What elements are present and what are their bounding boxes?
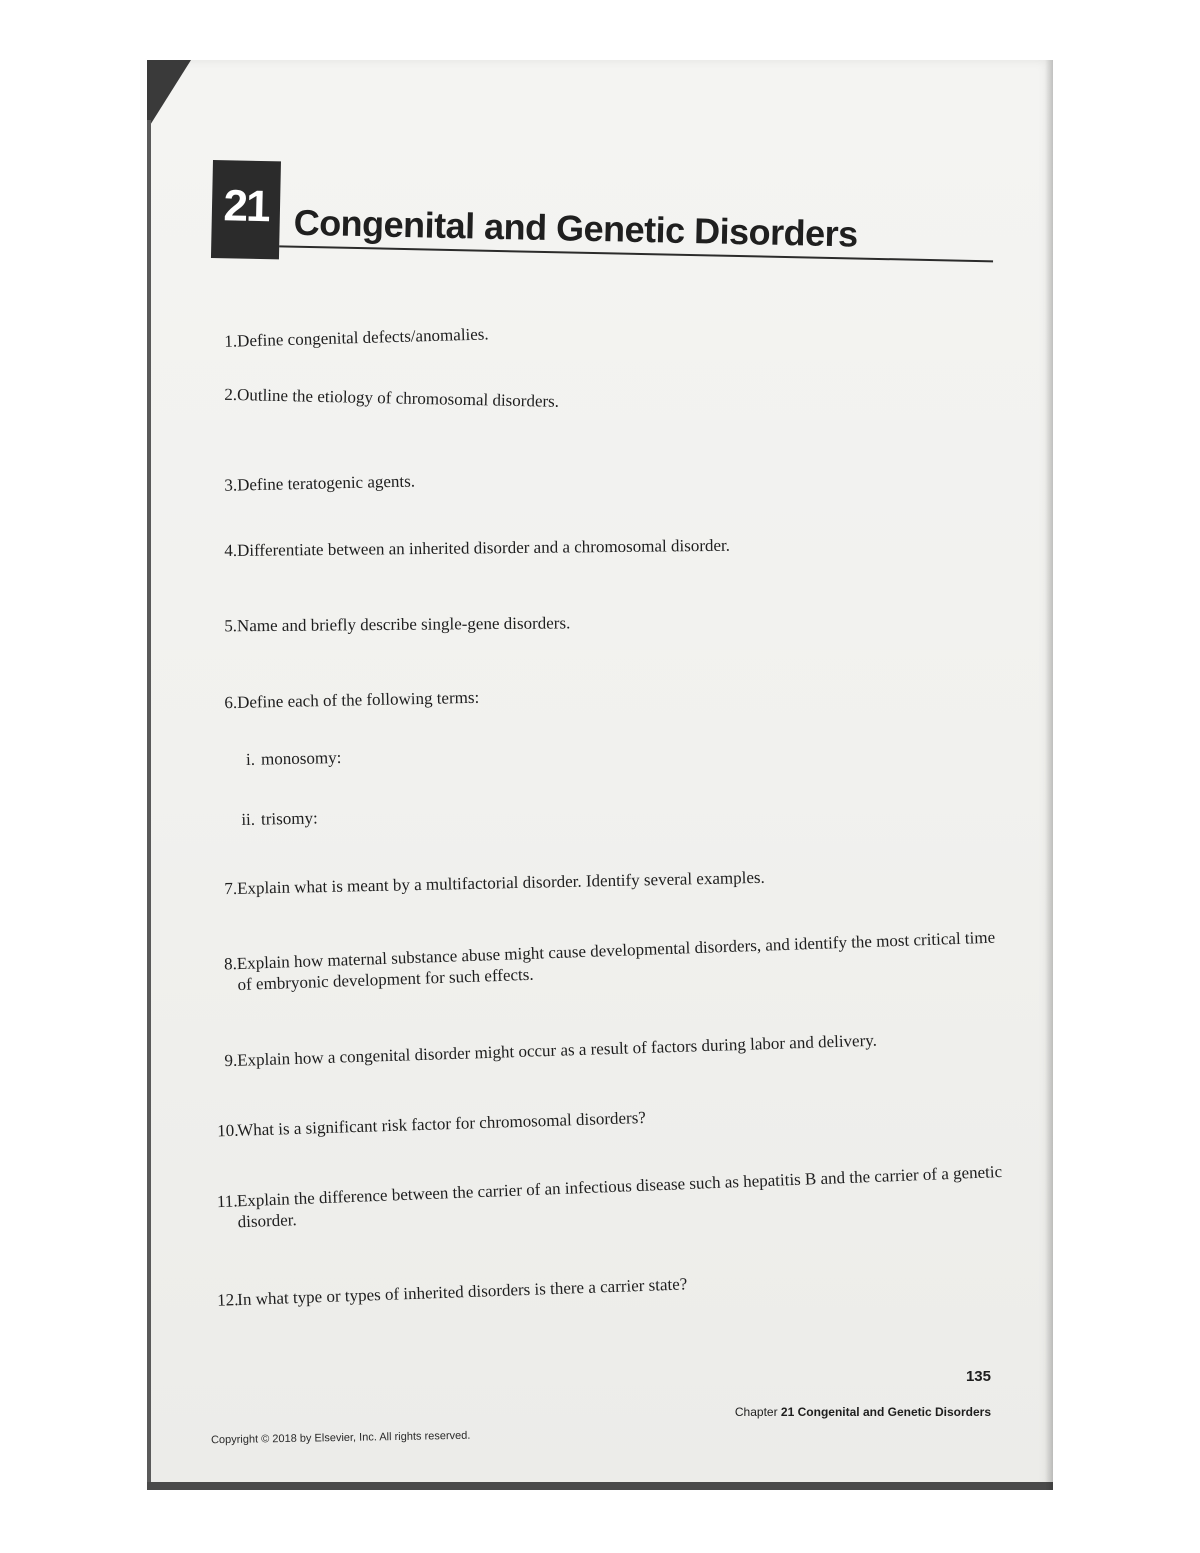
term-label: i. <box>245 749 256 769</box>
question-11 <box>216 1161 1007 1233</box>
footer-chapter-prefix: Chapter <box>734 1405 778 1419</box>
chapter-title: Congenital and Genetic Disorders <box>293 201 859 255</box>
question-text: Explain what is meant by a multifactorial disorder. Identify several examples. <box>236 867 765 898</box>
question-text: Outline the etiology of chromosomal disorders. <box>236 385 560 411</box>
question-number: 3. <box>224 475 238 495</box>
question-number: 8. <box>223 954 238 974</box>
question-8 <box>217 926 1008 996</box>
question-number: 7. <box>224 878 238 899</box>
question-number: 1. <box>224 331 238 351</box>
question-5 <box>217 609 1007 637</box>
term-monosomy <box>237 743 537 770</box>
question-6 <box>217 676 1007 714</box>
question-text: Explain how a congenital disorder might occur as a result of factors during labor and delivery. <box>236 1030 878 1070</box>
question-number: 5. <box>224 616 238 636</box>
question-12 <box>217 1262 1007 1311</box>
footer-chapter-number: 21 <box>780 1405 795 1419</box>
question-number: 4. <box>224 540 238 561</box>
workbook-page <box>147 60 1053 1490</box>
page-number: 135 <box>965 1368 991 1385</box>
question-text: Define teratogenic agents. <box>236 471 416 495</box>
term-text: monosomy: <box>260 747 342 769</box>
term-text: trisomy: <box>260 808 318 829</box>
question-3 <box>217 457 1007 496</box>
footer-chapter-title: Congenital and Genetic Disorders <box>797 1405 991 1419</box>
question-number: 10. <box>216 1120 239 1141</box>
question-number: 2. <box>224 384 238 405</box>
chapter-number: 21 <box>223 181 270 232</box>
term-trisomy <box>237 803 537 830</box>
question-1 <box>217 309 1007 352</box>
question-number: 12. <box>216 1290 239 1310</box>
question-text: Name and briefly describe single-gene disorders. <box>236 613 571 636</box>
question-10 <box>217 1096 1007 1142</box>
question-4 <box>217 532 1007 561</box>
question-text: Define congenital defects/anomalies. <box>236 324 489 351</box>
chapter-header <box>211 160 998 276</box>
question-text: What is a significant risk factor for chromosomal disorders? <box>236 1107 647 1140</box>
question-number: 9. <box>224 1050 238 1071</box>
question-text: Explain how maternal substance abuse might cause developmental disorders, and identify the most critical time of embryonic development for such effects. <box>236 927 996 995</box>
copyright-notice: Copyright © 2018 by Elsevier, Inc. All rights reserved. <box>210 1429 471 1447</box>
question-number: 6. <box>224 692 238 713</box>
question-text: Explain the difference between the carrier of an infectious disease such as hepatitis B and the carrier of a genetic disorder. <box>236 1162 1003 1232</box>
page-right-shadow <box>1045 60 1053 1490</box>
running-footer <box>735 1405 991 1419</box>
question-2 <box>217 384 1007 422</box>
question-text: In what type or types of inherited disorders is there a carrier state? <box>236 1274 688 1310</box>
term-label: ii. <box>241 809 256 830</box>
question-text: Differentiate between an inherited disorder and a chromosomal disorder. <box>236 535 731 560</box>
question-number: 11. <box>216 1191 238 1212</box>
question-7 <box>217 862 1007 900</box>
question-text: Define each of the following terms: <box>236 687 480 712</box>
question-9 <box>217 1026 1007 1072</box>
page-corner-fold <box>147 60 191 130</box>
page-bottom-edge <box>147 1482 1053 1490</box>
chapter-badge <box>211 160 281 259</box>
page-left-edge <box>147 120 151 1490</box>
